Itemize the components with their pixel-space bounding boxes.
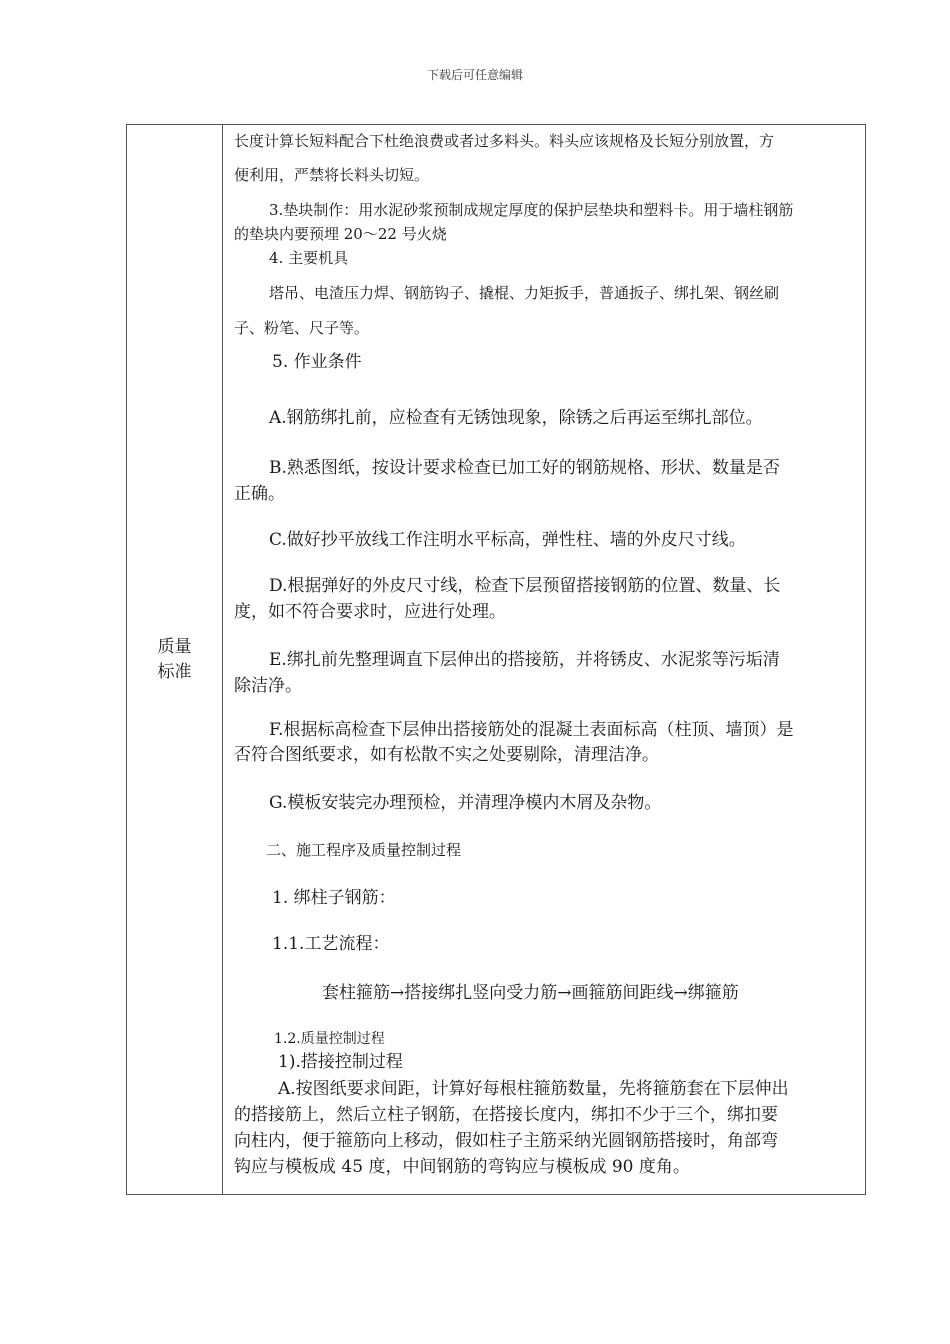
condition-item: E.绑扎前先整理调直下层伸出的搭接筋，并将锈皮、水泥浆等污垢清 [269, 650, 780, 670]
paragraph-line: 塔吊、电渣压力焊、钢筋钩子、撬棍、力矩扳手，普通扳子、绑扎架、钢丝刷 [269, 284, 780, 302]
paragraph-line: 向柱内，便于箍筋向上移动，假如柱子主筋采纳光圆钢筋搭接时，角部弯 [234, 1131, 778, 1151]
condition-item: 正确。 [234, 484, 285, 504]
condition-item: 度，如不符合要求时，应进行处理。 [234, 602, 506, 622]
paragraph-line: 的垫块内要预埋 20～22 号火烧 [234, 225, 447, 243]
paragraph-line: 3.垫块制作：用水泥砂浆预制成规定厚度的保护层垫块和塑料卡。用于墙柱钢筋 [269, 201, 794, 219]
section-heading: 1.2.质量控制过程 [274, 1031, 385, 1047]
column-divider [222, 125, 223, 1194]
page-header: 下载后可任意编辑 [426, 68, 523, 82]
section-heading: 4. 主要机具 [269, 249, 349, 267]
condition-item: 除洁净。 [234, 676, 302, 696]
condition-item: B.熟悉图纸，按设计要求检查已加工好的钢筋规格、形状、数量是否 [269, 458, 780, 478]
paragraph-line: 的搭接筋上，然后立柱子钢筋，在搭接长度内，绑扣不少于三个，绑扣要 [234, 1105, 778, 1125]
process-flow: 套柱箍筋→搭接绑扎竖向受力筋→画箍筋间距线→绑箍筋 [322, 983, 739, 1003]
condition-item: C.做好抄平放线工作注明水平标高，弹性柱、墙的外皮尺寸线。 [269, 530, 746, 550]
paragraph-line: 长度计算长短料配合下杜绝浪费或者过多料头。料头应该规格及长短分别放置，方 [234, 132, 775, 150]
paragraph-line: A.按图纸要求间距，计算好每根柱箍筋数量，先将箍筋套在下层伸出 [278, 1079, 789, 1099]
section-heading: 1.1.工艺流程： [272, 934, 390, 954]
paragraph-line: 钩应与模板成 45 度，中间钢筋的弯钩应与模板成 90 度角。 [234, 1157, 690, 1177]
condition-item: A.钢筋绑扎前，应检查有无锈蚀现象，除锈之后再运至绑扎部位。 [269, 408, 763, 428]
quality-standard-table [126, 124, 866, 1195]
condition-item: 否符合图纸要求，如有松散不实之处要剔除，清理洁净。 [234, 745, 659, 765]
condition-item: F.根据标高检查下层伸出搭接筋处的混凝土表面标高（柱顶、墙顶）是 [269, 720, 794, 740]
condition-item: G.模板安装完办理预检，并清理净模内木屑及杂物。 [269, 793, 662, 813]
section-heading: 二、施工程序及质量控制过程 [266, 841, 462, 859]
section-heading: 1. 绑柱子钢筋： [272, 888, 396, 908]
section-heading: 5. 作业条件 [272, 352, 362, 372]
content-cell [234, 125, 862, 1194]
row-label: 质量标准 [157, 636, 192, 682]
paragraph-line: 便利用，严禁将长料头切短。 [234, 166, 430, 184]
label-cell [127, 125, 222, 1194]
paragraph-line: 子、粉笔、尺子等。 [234, 319, 370, 337]
condition-item: D.根据弹好的外皮尺寸线，检查下层预留搭接钢筋的位置、数量、长 [269, 576, 781, 596]
section-heading: 1).搭接控制过程 [278, 1052, 403, 1072]
